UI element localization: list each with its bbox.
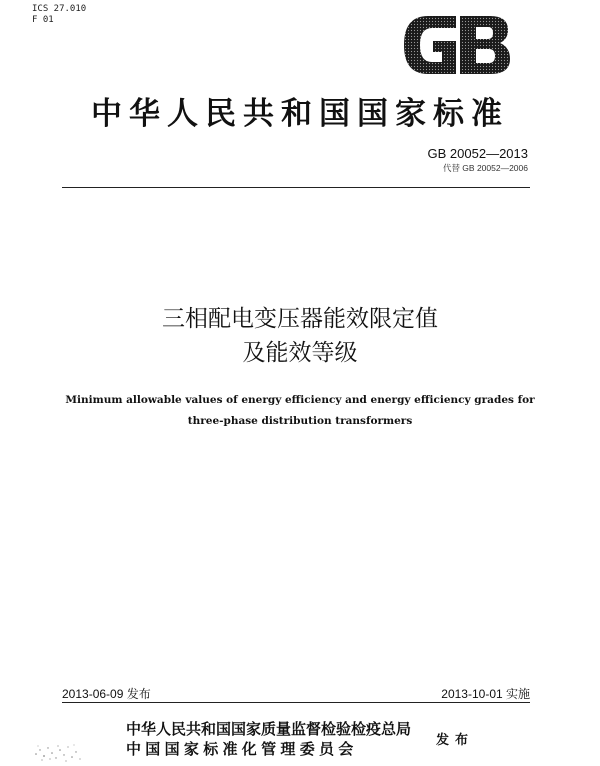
title-cn-line2: 及能效等级 — [242, 340, 358, 366]
classification-codes — [32, 4, 86, 26]
title-chinese — [0, 302, 600, 370]
ccs-code: F 01 — [32, 15, 54, 25]
replaces-standard: 代替 GB 20052—2006 — [442, 163, 528, 173]
top-divider — [62, 187, 530, 188]
ics-code: ICS 27.010 — [32, 4, 87, 14]
issuing-authorities — [126, 719, 411, 759]
publish-label: 发布 — [436, 733, 475, 748]
stamp-mark-icon — [30, 740, 92, 764]
issue-date: 2013-06-09 发布 — [62, 687, 151, 701]
bottom-divider — [62, 702, 530, 703]
national-standard-heading: 中华人民共和国国家标准 — [91, 96, 509, 132]
standard-number: GB 20052—2013 — [427, 146, 528, 161]
title-cn-line1: 三相配电变压器能效限定值 — [162, 306, 438, 332]
standard-number-block — [428, 146, 528, 174]
title-en-line1: Minimum allowable values of energy efficiency and energy efficiency grades for — [65, 394, 535, 406]
issuer-sac: 中国国家标准化管理委员会 — [126, 740, 358, 758]
title-en-line2: three-phase distribution transformers — [187, 415, 413, 427]
gb-logo-icon — [398, 14, 512, 76]
issuer-aqsiq: 中华人民共和国国家质量监督检验检疫总局 — [126, 720, 412, 738]
implementation-date: 2013-10-01 实施 — [441, 687, 530, 701]
title-english — [0, 390, 600, 432]
